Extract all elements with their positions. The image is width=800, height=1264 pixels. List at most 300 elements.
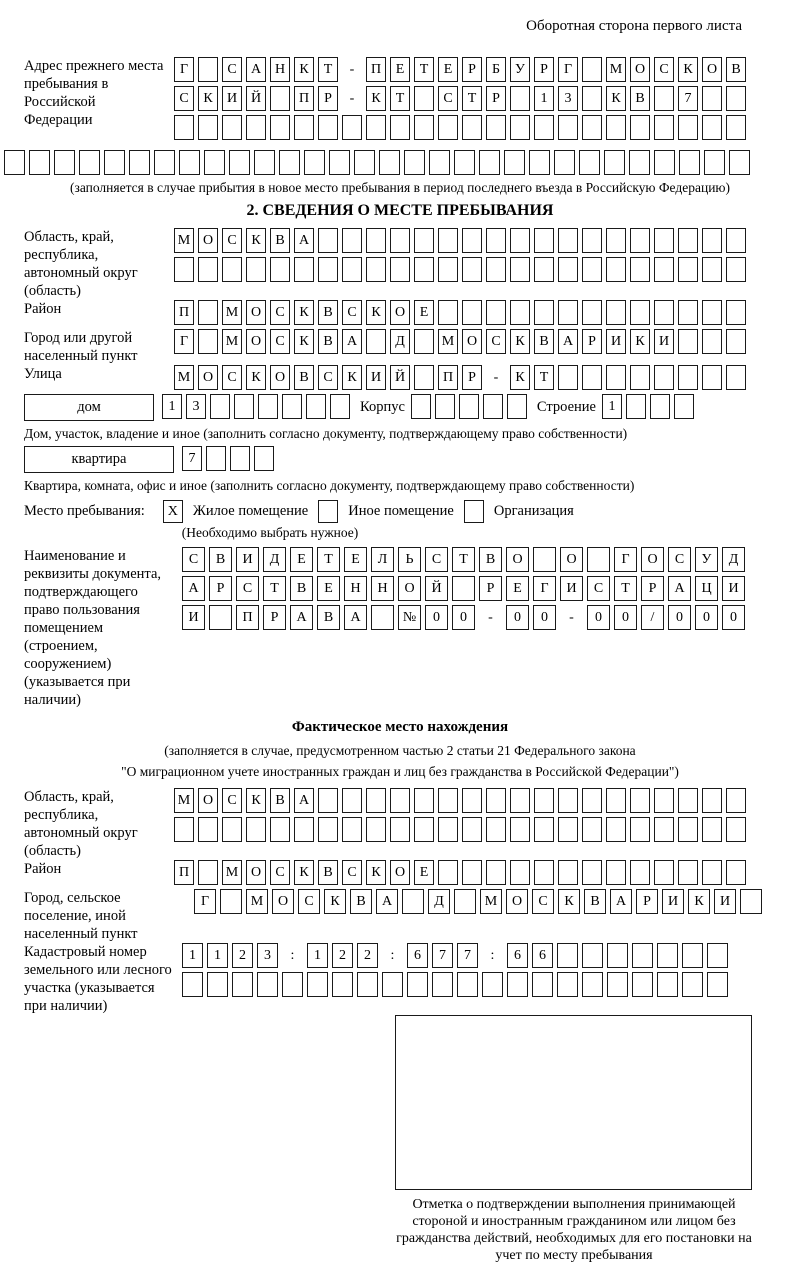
char-cell: Н [270, 57, 290, 82]
char-cell [366, 257, 386, 282]
char-cell: П [294, 86, 314, 111]
actual-city-row [194, 889, 766, 914]
char-cell: Р [263, 605, 286, 630]
char-cell [558, 300, 578, 325]
char-cell [510, 300, 530, 325]
char-cell: 7 [678, 86, 698, 111]
char-cell [582, 300, 602, 325]
char-cell [740, 889, 762, 914]
char-cell: К [342, 365, 362, 390]
char-cell [204, 150, 225, 175]
char-cell [304, 150, 325, 175]
char-cell [510, 86, 530, 111]
char-cell [726, 115, 746, 140]
char-cell: С [668, 547, 691, 572]
char-cell: С [182, 547, 205, 572]
char-cell [558, 365, 578, 390]
char-cell [704, 150, 725, 175]
char-cell [179, 150, 200, 175]
char-cell [366, 228, 386, 253]
char-cell: 2 [357, 943, 378, 968]
char-cell [414, 788, 434, 813]
char-cell [294, 817, 314, 842]
char-cell: Р [641, 576, 664, 601]
region-row-2 [174, 257, 800, 282]
char-cell [657, 972, 678, 997]
char-cell: О [198, 365, 218, 390]
char-cell [682, 943, 703, 968]
char-cell [606, 860, 626, 885]
char-cell [534, 817, 554, 842]
char-cell [414, 817, 434, 842]
char-cell: С [222, 788, 242, 813]
checkbox-organization [464, 500, 484, 523]
char-cell [678, 115, 698, 140]
district-field [24, 300, 800, 329]
prev-address-label: Адрес прежнего места пребывания в Российской Федерации [24, 58, 164, 128]
separator-cell: - [349, 90, 355, 106]
char-cell [707, 943, 728, 968]
page-side-note: Оборотная сторона первого листа [526, 18, 742, 34]
char-cell: В [534, 329, 554, 354]
region-grid [174, 228, 800, 286]
char-cell [342, 257, 362, 282]
char-cell: А [246, 57, 266, 82]
char-cell [459, 394, 479, 419]
char-cell: В [294, 365, 314, 390]
char-cell: 3 [558, 86, 578, 111]
char-cell [702, 329, 722, 354]
char-cell [414, 365, 434, 390]
char-cell: Е [317, 576, 340, 601]
char-cell: 0 [452, 605, 475, 630]
char-cell [486, 788, 506, 813]
char-cell [582, 365, 602, 390]
char-cell: К [294, 329, 314, 354]
char-cell [558, 788, 578, 813]
char-cell [414, 86, 434, 111]
char-cell: О [560, 547, 583, 572]
char-cell [390, 115, 410, 140]
char-cell [630, 115, 650, 140]
char-cell: Е [344, 547, 367, 572]
char-cell: И [236, 547, 259, 572]
char-cell: Г [174, 57, 194, 82]
char-cell [702, 817, 722, 842]
char-cell: Ц [695, 576, 718, 601]
char-cell [486, 115, 506, 140]
char-cell: О [246, 300, 266, 325]
char-cell [366, 817, 386, 842]
char-cell [678, 329, 698, 354]
char-cell [674, 394, 694, 419]
prev-address-row-3 [174, 115, 800, 140]
char-cell [558, 817, 578, 842]
section2-title: 2. СВЕДЕНИЯ О МЕСТЕ ПРЕБЫВАНИЯ [246, 202, 554, 219]
char-cell [654, 228, 674, 253]
char-cell: Г [614, 547, 637, 572]
char-cell: Г [558, 57, 578, 82]
char-cell [726, 228, 746, 253]
char-cell [198, 300, 218, 325]
char-cell: М [174, 228, 194, 253]
char-cell [504, 150, 525, 175]
char-cell: В [318, 329, 338, 354]
char-cell: С [174, 86, 194, 111]
char-cell [654, 860, 674, 885]
char-cell [404, 150, 425, 175]
char-cell [246, 115, 266, 140]
char-cell [726, 860, 746, 885]
char-cell [270, 257, 290, 282]
char-cell: Н [371, 576, 394, 601]
region-label: Область, край, республика, автономный округ (область) [24, 229, 138, 299]
char-cell [438, 228, 458, 253]
char-cell: Р [534, 57, 554, 82]
char-cell: 1 [534, 86, 554, 111]
checkbox-residential: X [163, 500, 183, 523]
char-cell: С [270, 329, 290, 354]
char-cell [306, 394, 326, 419]
char-cell: 0 [425, 605, 448, 630]
char-cell: К [366, 860, 386, 885]
char-cell [342, 115, 362, 140]
char-cell [554, 150, 575, 175]
char-cell: 6 [507, 943, 528, 968]
char-cell: К [294, 300, 314, 325]
char-cell: С [236, 576, 259, 601]
char-cell [54, 150, 75, 175]
char-cell [558, 228, 578, 253]
char-cell [702, 86, 722, 111]
char-cell [318, 257, 338, 282]
char-cell: 7 [432, 943, 453, 968]
char-cell: Г [174, 329, 194, 354]
char-cell: К [198, 86, 218, 111]
char-cell: 7 [182, 446, 202, 471]
char-cell: А [376, 889, 398, 914]
actual-region-field [24, 788, 800, 860]
char-cell [230, 446, 250, 471]
char-cell: В [479, 547, 502, 572]
char-cell: В [318, 860, 338, 885]
char-cell: Т [263, 576, 286, 601]
char-cell [307, 972, 328, 997]
char-cell: 0 [587, 605, 610, 630]
char-cell [582, 972, 603, 997]
char-cell [654, 817, 674, 842]
char-cell: П [438, 365, 458, 390]
char-cell: И [722, 576, 745, 601]
char-cell [462, 257, 482, 282]
char-cell [678, 788, 698, 813]
char-cell: И [366, 365, 386, 390]
prev-address-row-1 [174, 57, 800, 82]
char-cell: В [270, 788, 290, 813]
char-cell: Ь [398, 547, 421, 572]
option-other-premises-label: Иное помещение [348, 503, 454, 519]
char-cell [726, 300, 746, 325]
separator-cell: - [569, 609, 574, 625]
char-cell [390, 788, 410, 813]
char-cell [707, 972, 728, 997]
char-cell: К [366, 300, 386, 325]
char-cell: О [246, 860, 266, 885]
char-cell [630, 300, 650, 325]
char-cell: О [630, 57, 650, 82]
char-cell [366, 115, 386, 140]
char-cell [630, 788, 650, 813]
char-cell [582, 115, 602, 140]
char-cell [390, 228, 410, 253]
char-cell [582, 860, 602, 885]
prev-address-overflow-row [4, 150, 800, 175]
house-type-box: дом [24, 394, 154, 421]
char-cell [79, 150, 100, 175]
char-cell [454, 150, 475, 175]
char-cell: С [342, 860, 362, 885]
char-cell [329, 150, 350, 175]
korpus-cells [411, 394, 531, 419]
char-cell: О [198, 228, 218, 253]
char-cell [654, 115, 674, 140]
char-cell [198, 860, 218, 885]
char-cell [582, 228, 602, 253]
char-cell [330, 394, 350, 419]
actual-district-label: Район [24, 861, 62, 877]
char-cell [582, 943, 603, 968]
char-cell: А [342, 329, 362, 354]
char-cell [534, 228, 554, 253]
char-cell: Р [462, 57, 482, 82]
char-cell: У [695, 547, 718, 572]
char-cell: К [246, 365, 266, 390]
char-cell: С [270, 300, 290, 325]
char-cell [342, 788, 362, 813]
city-field [24, 329, 800, 365]
char-cell [557, 943, 578, 968]
char-cell: 0 [668, 605, 691, 630]
char-cell [678, 365, 698, 390]
char-cell [206, 446, 226, 471]
char-cell [198, 57, 218, 82]
document-row-2 [182, 576, 800, 601]
char-cell [726, 329, 746, 354]
char-cell [606, 365, 626, 390]
char-cell [702, 115, 722, 140]
char-cell: О [390, 860, 410, 885]
char-cell [174, 817, 194, 842]
char-cell [510, 817, 530, 842]
char-cell: П [366, 57, 386, 82]
char-cell [606, 300, 626, 325]
char-cell: Р [479, 576, 502, 601]
char-cell [650, 394, 670, 419]
char-cell [606, 788, 626, 813]
prev-address-caption: (заполняется в случае прибытия в новое место пребывания в период последнего въезда в Российскую Федерацию) [69, 180, 731, 195]
region-field [24, 228, 800, 300]
char-cell: П [174, 860, 194, 885]
char-cell: Е [414, 860, 434, 885]
char-cell [657, 943, 678, 968]
char-cell [630, 365, 650, 390]
char-cell [209, 605, 232, 630]
separator-cell: : [390, 947, 395, 963]
char-cell: 0 [695, 605, 718, 630]
char-cell: А [290, 605, 313, 630]
actual-region-row-2 [174, 817, 800, 842]
char-cell: О [390, 300, 410, 325]
char-cell: 3 [257, 943, 278, 968]
char-cell [318, 115, 338, 140]
char-cell [366, 788, 386, 813]
document-field [24, 547, 800, 709]
char-cell [534, 257, 554, 282]
cadastral-label: Кадастровый номер земельного или лесного участка (указывается при наличии) [24, 944, 172, 1014]
char-cell: К [246, 788, 266, 813]
char-cell [606, 228, 626, 253]
separator-cell: - [488, 609, 493, 625]
char-cell [486, 860, 506, 885]
actual-region-grid [174, 788, 800, 846]
char-cell: С [298, 889, 320, 914]
char-cell [587, 547, 610, 572]
char-cell [532, 972, 553, 997]
char-cell [414, 329, 434, 354]
char-cell [626, 394, 646, 419]
char-cell [482, 972, 503, 997]
char-cell [702, 257, 722, 282]
option-organization-label: Организация [493, 503, 574, 519]
char-cell [510, 228, 530, 253]
char-cell: О [198, 788, 218, 813]
char-cell: Е [290, 547, 313, 572]
char-cell [174, 115, 194, 140]
char-cell: О [272, 889, 294, 914]
char-cell: 0 [533, 605, 556, 630]
char-cell: Р [462, 365, 482, 390]
char-cell: 2 [232, 943, 253, 968]
char-cell: Й [246, 86, 266, 111]
char-cell: М [222, 329, 242, 354]
char-cell [678, 257, 698, 282]
char-cell [438, 257, 458, 282]
char-cell [234, 394, 254, 419]
char-cell: Г [194, 889, 216, 914]
char-cell [254, 150, 275, 175]
char-cell: 2 [332, 943, 353, 968]
char-cell [270, 817, 290, 842]
char-cell [678, 860, 698, 885]
char-cell: / [641, 605, 664, 630]
korpus-label: Корпус [360, 399, 405, 415]
char-cell: И [654, 329, 674, 354]
char-cell [432, 972, 453, 997]
char-cell [435, 394, 455, 419]
char-cell: С [222, 365, 242, 390]
char-cell: А [344, 605, 367, 630]
char-cell: О [641, 547, 664, 572]
char-cell [607, 972, 628, 997]
char-cell [702, 365, 722, 390]
char-cell: В [584, 889, 606, 914]
char-cell: Р [582, 329, 602, 354]
char-cell: Т [390, 86, 410, 111]
char-cell [702, 788, 722, 813]
char-cell [257, 972, 278, 997]
char-cell [414, 257, 434, 282]
char-cell: И [182, 605, 205, 630]
char-cell [557, 972, 578, 997]
char-cell [654, 86, 674, 111]
cadastral-row-1 [182, 943, 800, 968]
stay-type-row [24, 500, 800, 523]
actual-city-label: Город, сельское поселение, иной населенный пункт [24, 890, 138, 942]
char-cell: Й [390, 365, 410, 390]
char-cell [729, 150, 750, 175]
char-cell: С [222, 57, 242, 82]
char-cell [104, 150, 125, 175]
char-cell: П [236, 605, 259, 630]
cadastral-field [24, 943, 800, 1015]
char-cell [29, 150, 50, 175]
char-cell [486, 228, 506, 253]
document-grid [182, 547, 800, 634]
char-cell: Д [263, 547, 286, 572]
char-cell: М [246, 889, 268, 914]
char-cell: У [510, 57, 530, 82]
char-cell: К [294, 860, 314, 885]
char-cell: А [182, 576, 205, 601]
char-cell [366, 329, 386, 354]
char-cell [222, 817, 242, 842]
char-cell [390, 257, 410, 282]
char-cell [462, 300, 482, 325]
char-cell: И [222, 86, 242, 111]
street-label: Улица [24, 366, 62, 382]
char-cell: Е [438, 57, 458, 82]
char-cell [678, 228, 698, 253]
apartment-type-box: квартира [24, 446, 174, 473]
char-cell [282, 972, 303, 997]
char-cell: А [294, 788, 314, 813]
char-cell: К [688, 889, 710, 914]
cadastral-row-2 [182, 972, 800, 997]
char-cell [534, 115, 554, 140]
char-cell [342, 817, 362, 842]
char-cell: В [630, 86, 650, 111]
char-cell: О [398, 576, 421, 601]
char-cell: В [726, 57, 746, 82]
char-cell: М [222, 860, 242, 885]
char-cell: К [324, 889, 346, 914]
char-cell: Д [390, 329, 410, 354]
char-cell [604, 150, 625, 175]
char-cell: Т [317, 547, 340, 572]
actual-city-field [24, 889, 800, 943]
char-cell [630, 228, 650, 253]
char-cell [654, 150, 675, 175]
char-cell [702, 300, 722, 325]
char-cell [457, 972, 478, 997]
char-cell [726, 817, 746, 842]
actual-location-caption-1: (заполняется в случае, предусмотренном частью 2 статьи 21 Федерального закона [164, 743, 636, 758]
char-cell [654, 365, 674, 390]
char-cell [702, 860, 722, 885]
char-cell [318, 228, 338, 253]
char-cell: Т [318, 57, 338, 82]
char-cell: О [506, 889, 528, 914]
